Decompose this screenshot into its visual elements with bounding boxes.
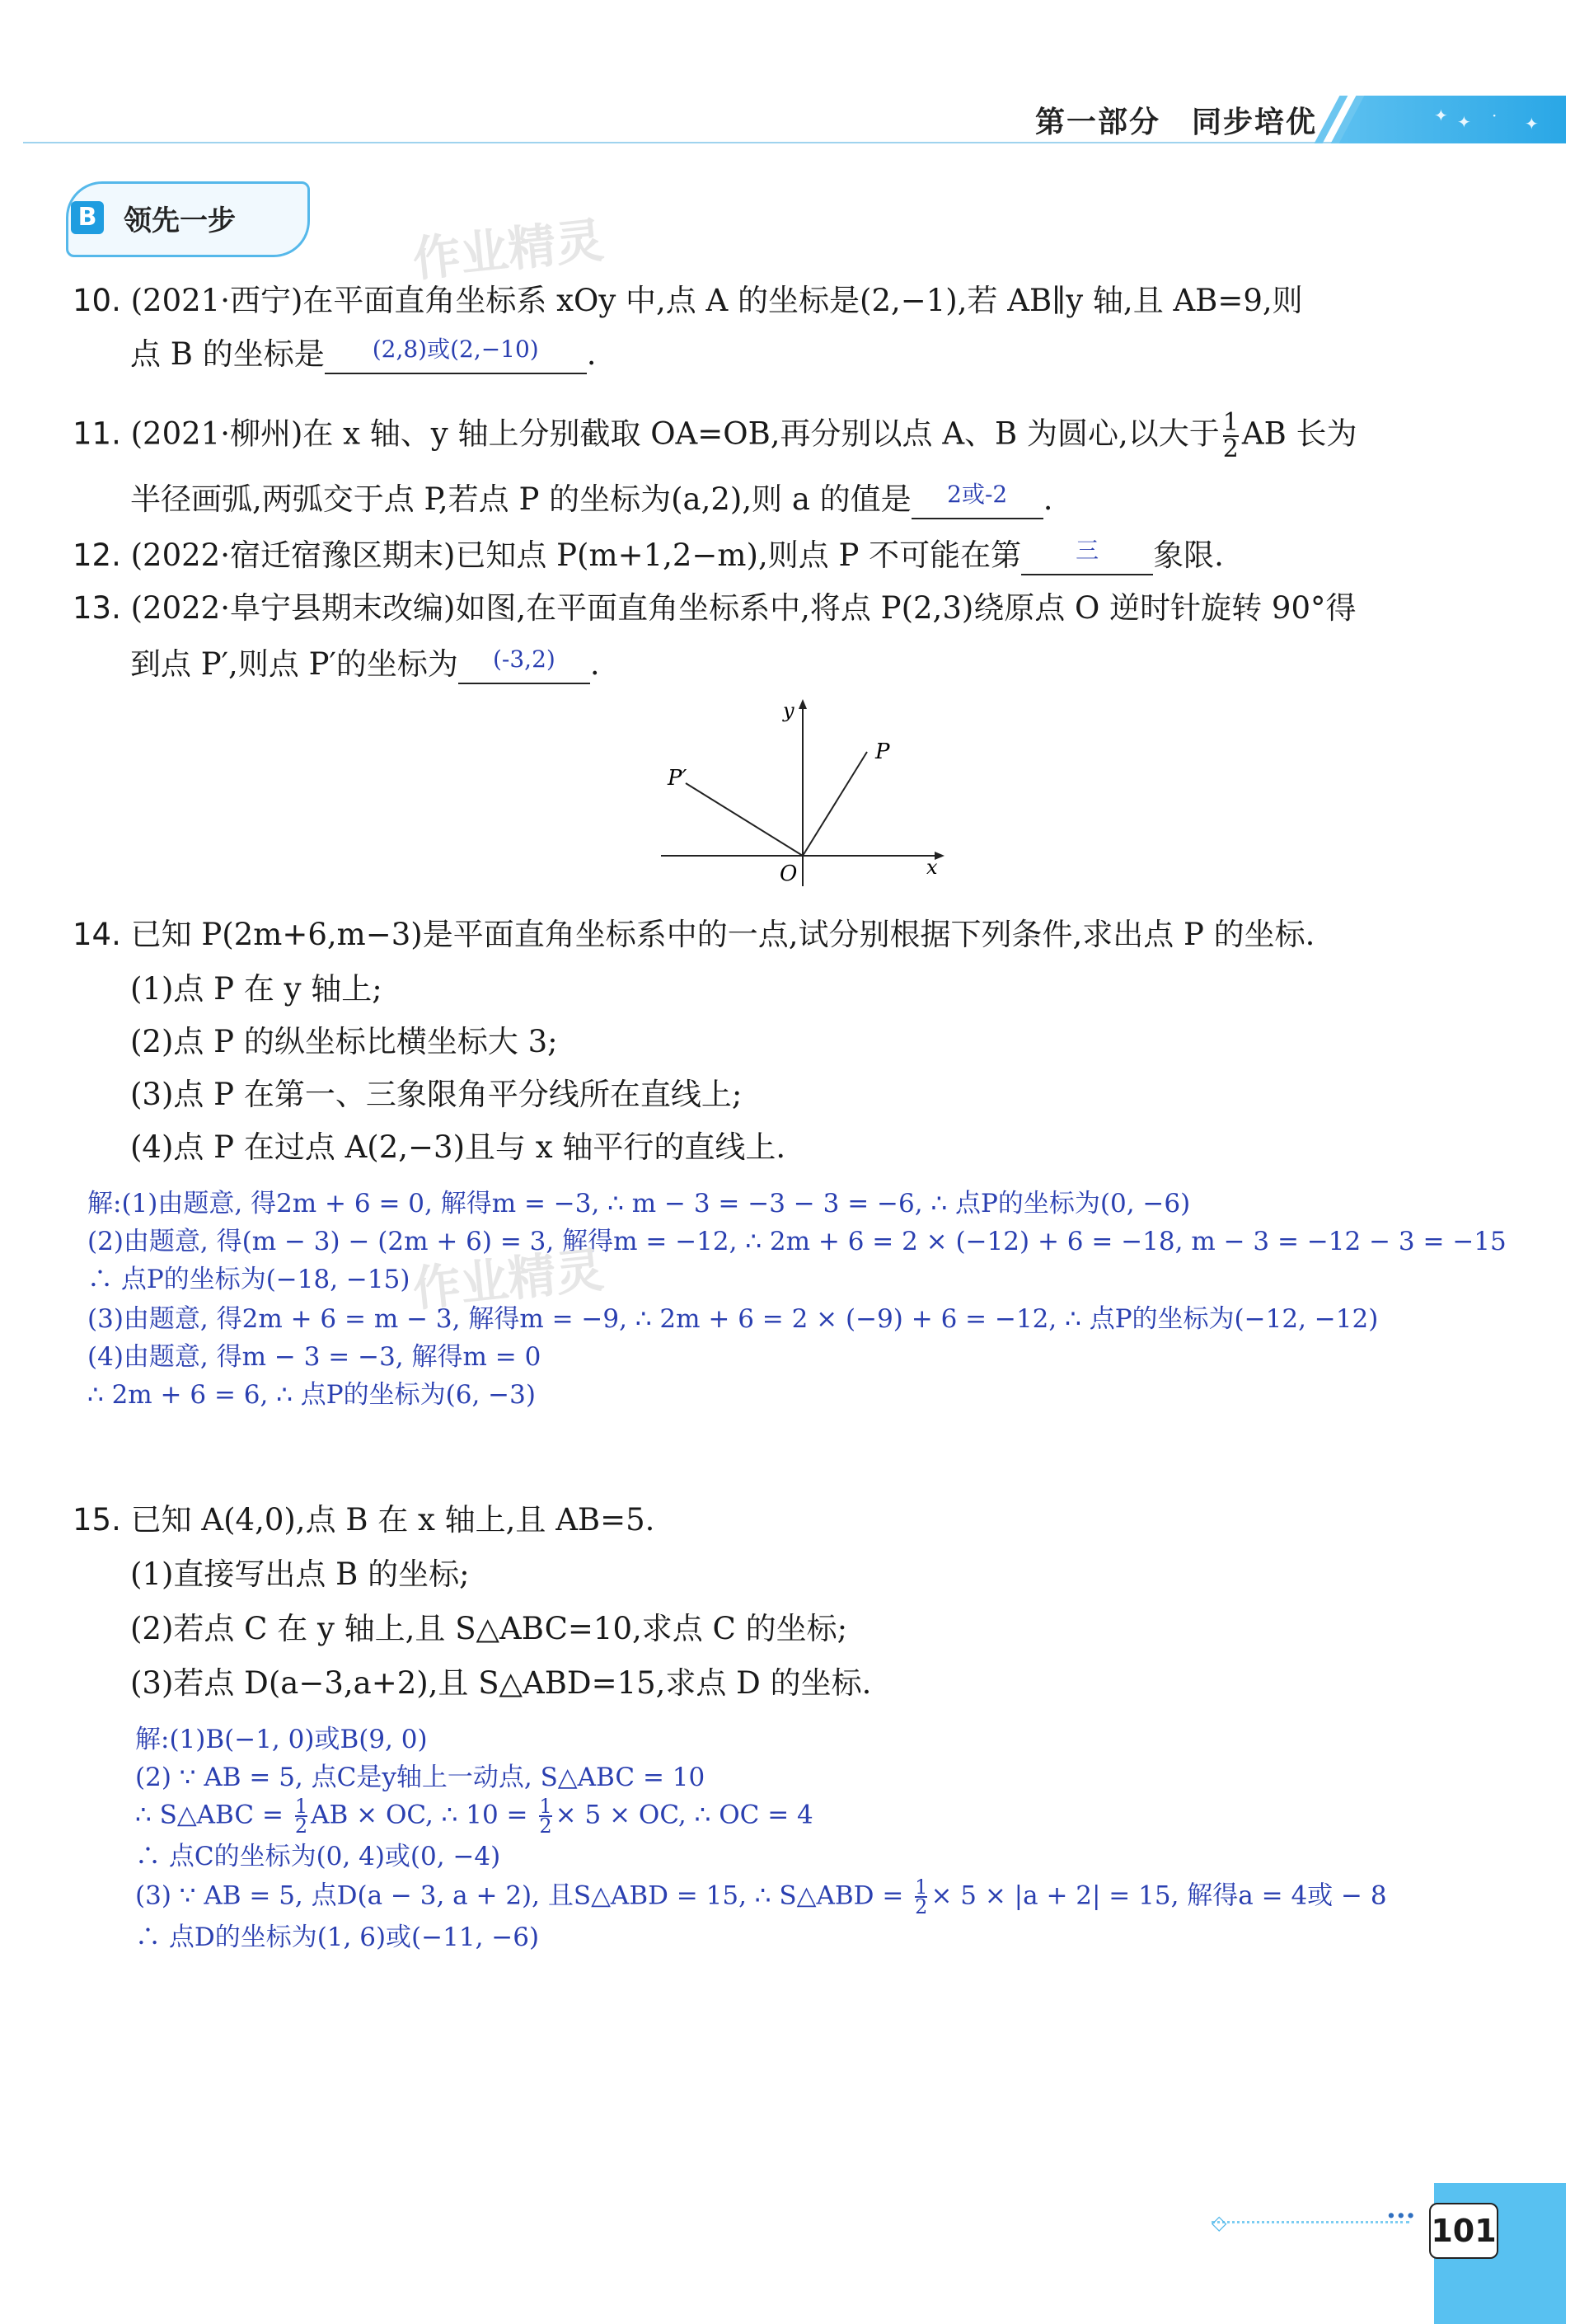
q13-number: 13. <box>73 590 121 626</box>
q11-text-b: AB 长为 <box>1241 416 1357 452</box>
y-axis-label: y <box>783 699 794 722</box>
q14-solution-line: (2)由题意, 得(m − 3) − (2m + 6) = 3, 解得m = −12, ∴ 2m + 6 = 2 × (−12) + 6 = −18, m − 3 = −12 − 3 = −15 <box>87 1227 1507 1256</box>
point-pprime-label: P′ <box>668 766 687 791</box>
q13-text-2: 到点 P′,则点 P′的坐标为 <box>130 646 458 682</box>
q14-solution-line: (4)由题意, 得m − 3 = −3, 解得m = 0 <box>87 1342 541 1372</box>
q15-solution-line: 解:(1)B(−1, 0)或B(9, 0) <box>135 1725 428 1754</box>
q14-stem <box>73 917 1315 953</box>
segment-op <box>803 752 867 856</box>
header-rule <box>23 142 1358 143</box>
sol-text: × 5 × OC, ∴ OC = 4 <box>555 1800 813 1830</box>
q11-number: 11. <box>73 416 121 452</box>
q13-line1 <box>73 590 1357 627</box>
q14-part-2: (2)点 P 的纵坐标比横坐标大 3; <box>130 1024 558 1059</box>
sol-text: AB × OC, ∴ 10 = <box>311 1800 537 1830</box>
y-axis-arrow <box>799 699 807 709</box>
q13-answer: (-3,2) <box>492 646 555 673</box>
q10-text: (2021·西宁)在平面直角坐标系 xOy 中,点 A 的坐标是(2,−1),若 AB∥y 轴,且 AB=9,则 <box>130 283 1303 318</box>
q15-part-2: (2)若点 C 在 y 轴上,且 S△ABC=10,求点 C 的坐标; <box>130 1611 848 1646</box>
section-letter: B <box>71 201 104 234</box>
q13-answer-blank <box>458 646 590 684</box>
q15-part-3: (3)若点 D(a−3,a+2),且 S△ABD=15,求点 D 的坐标. <box>130 1665 872 1701</box>
q12-answer: 三 <box>1076 537 1099 564</box>
x-axis-label: x <box>926 856 938 879</box>
q13-line2 <box>130 646 600 684</box>
frac-num: 1 <box>539 1795 552 1818</box>
q15-solution-line: ∴ 点D的坐标为(1, 6)或(−11, −6) <box>135 1923 540 1952</box>
q13-figure <box>651 693 964 899</box>
star-icon: ✦ <box>1525 114 1539 134</box>
q10-line1 <box>73 283 1303 319</box>
q14-number: 14. <box>73 917 121 952</box>
q12-answer-blank <box>1021 538 1153 575</box>
q14-solution-line: (3)由题意, 得2m + 6 = m − 3, 解得m = −9, ∴ 2m + 6 = 2 × (−9) + 6 = −12, ∴ 点P的坐标为(−12, −12) <box>87 1304 1379 1334</box>
q14-text: 已知 P(2m+6,m−3)是平面直角坐标系中的一点,试分别根据下列条件,求出点 P 的坐标. <box>130 917 1315 952</box>
diamond-icon: ◇ <box>1212 2211 1227 2234</box>
watermark: 作业精灵 <box>410 1242 607 1317</box>
q11-line2 <box>130 481 1052 519</box>
q10-number: 10. <box>73 283 121 318</box>
q11-fraction <box>1222 408 1239 463</box>
q14-part-3: (3)点 P 在第一、三象限角平分线所在直线上; <box>130 1077 743 1112</box>
sol-text: × 5 × |a + 2| = 15, 解得a = 4或 − 8 <box>930 1880 1387 1911</box>
point-p-label: P <box>875 739 890 764</box>
frac-den: 2 <box>915 1895 928 1918</box>
q10-answer-blank <box>325 336 587 374</box>
q15-text: 已知 A(4,0),点 B 在 x 轴上,且 AB=5. <box>130 1502 655 1538</box>
q15-part-1: (1)直接写出点 B 的坐标; <box>130 1556 470 1592</box>
q13-period: . <box>589 646 600 682</box>
sol-text: ∴ S△ABC = <box>135 1800 292 1830</box>
frac-den: 2 <box>294 1815 308 1838</box>
footer-ellipsis: ··· <box>1386 2200 1416 2232</box>
watermark: 作业精灵 <box>410 212 607 288</box>
q10-period: . <box>586 336 597 372</box>
segment-opprime <box>686 783 803 856</box>
q14-solution-line: ∴ 点P的坐标为(−18, −15) <box>87 1265 410 1294</box>
q12-number: 12. <box>73 538 121 573</box>
sol-fraction <box>915 1878 927 1916</box>
star-icon: · <box>1492 106 1498 125</box>
page-number: 101 <box>1429 2203 1498 2259</box>
q12-text: (2022·宿迁宿豫区期末)已知点 P(m+1,2−m),则点 P 不可能在第 <box>130 538 1022 573</box>
star-icon: ✦ <box>1434 106 1448 125</box>
q14-solution-line: ∴ 2m + 6 = 6, ∴ 点P的坐标为(6, −3) <box>87 1380 536 1410</box>
section-title: 领先一步 <box>124 204 236 237</box>
q15-number: 15. <box>73 1502 121 1538</box>
q11-answer-blank <box>912 481 1043 519</box>
q11-line1 <box>73 408 1357 463</box>
q15-solution-line-5 <box>135 1878 1387 1916</box>
q11-frac-num: 1 <box>1222 408 1239 437</box>
sol-fraction <box>539 1795 552 1838</box>
frac-den: 2 <box>539 1815 552 1838</box>
q15-solution-line: ∴ 点C的坐标为(0, 4)或(0, −4) <box>135 1842 501 1871</box>
q11-text-2: 半径画弧,两弧交于点 P,若点 P 的坐标为(a,2),则 a 的值是 <box>130 481 912 517</box>
q14-solution-line: 解:(1)由题意, 得2m + 6 = 0, 解得m = −3, ∴ m − 3 = −3 − 3 = −6, ∴ 点P的坐标为(0, −6) <box>87 1189 1191 1218</box>
q12-line1 <box>73 538 1224 575</box>
q15-stem <box>73 1502 654 1538</box>
footer-dotted-line <box>1212 2221 1409 2223</box>
q10-answer: (2,8)或(2,−10) <box>372 336 539 363</box>
sol-fraction <box>294 1795 308 1838</box>
q14-part-4: (4)点 P 在过点 A(2,−3)且与 x 轴平行的直线上. <box>130 1129 786 1165</box>
frac-num: 1 <box>915 1876 928 1899</box>
q11-answer: 2或-2 <box>947 481 1008 508</box>
q15-solution-line: (2) ∵ AB = 5, 点C是y轴上一动点, S△ABC = 10 <box>135 1763 705 1792</box>
q15-solution-line-3 <box>135 1795 813 1838</box>
frac-num: 1 <box>294 1795 308 1818</box>
origin-label: O <box>780 862 798 886</box>
q11-frac-den: 2 <box>1222 434 1239 463</box>
header-title: 第一部分 同步培优 <box>1034 106 1317 139</box>
q11-text: (2021·柳州)在 x 轴、y 轴上分别截取 OA=OB,再分别以点 A、B 为圆心,以大于 <box>130 416 1220 452</box>
star-icon: ✦ <box>1457 112 1471 132</box>
q14-part-1: (1)点 P 在 y 轴上; <box>130 971 382 1007</box>
sol-text: (3) ∵ AB = 5, 点D(a − 3, a + 2), 且S△ABD = 15, ∴ S△ABD = <box>135 1880 912 1911</box>
q10-text-2: 点 B 的坐标是 <box>130 336 325 372</box>
q10-line2 <box>130 336 596 374</box>
q11-period: . <box>1043 481 1053 517</box>
q13-text: (2022·阜宁县期末改编)如图,在平面直角坐标系中,将点 P(2,3)绕原点 O 逆时针旋转 90°得 <box>130 590 1357 626</box>
q12-text-b: 象限. <box>1153 538 1224 573</box>
